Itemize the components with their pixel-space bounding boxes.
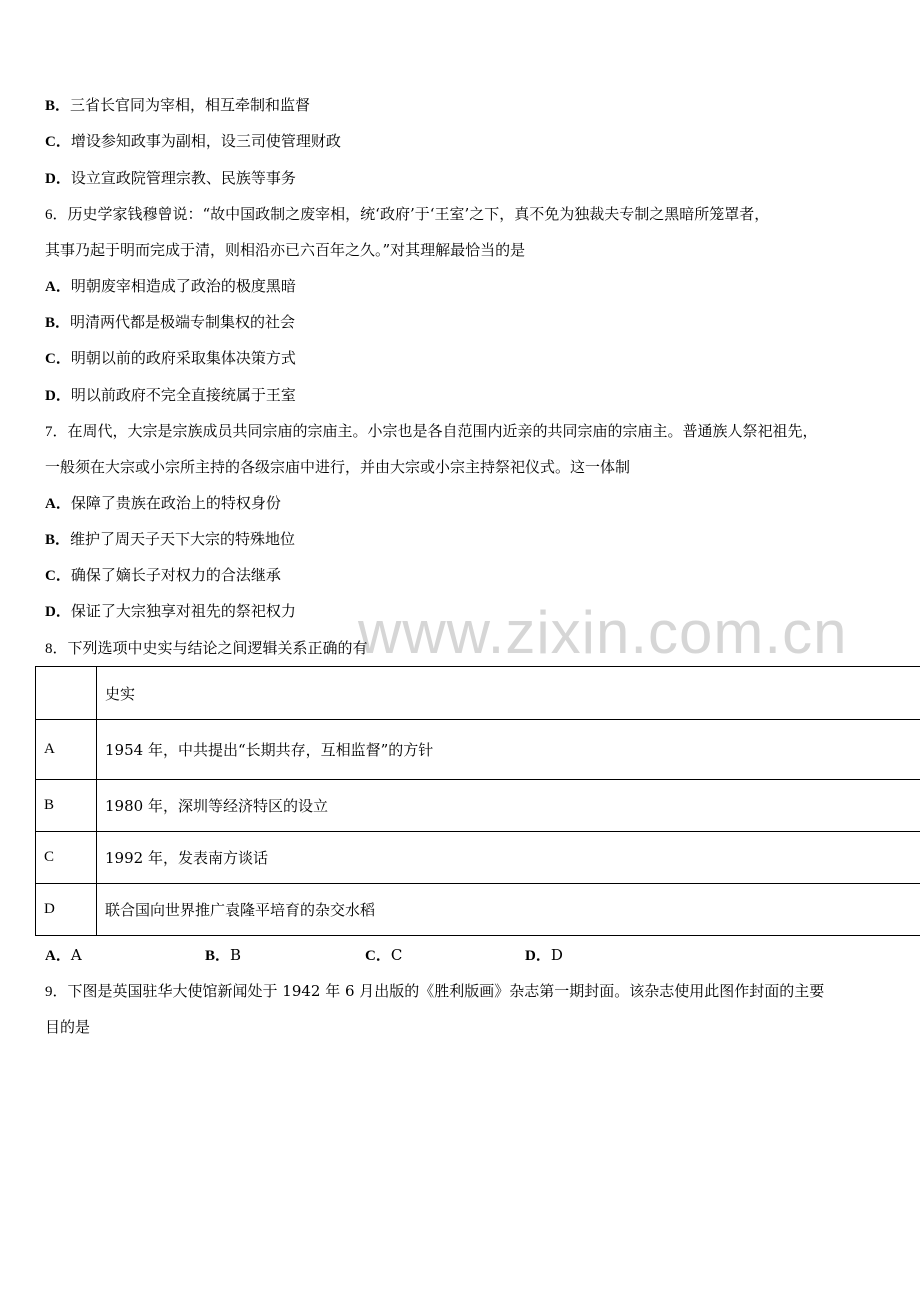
table-cell-fact: 联合国向世界推广袁隆平培育的杂交水稻: [97, 884, 920, 936]
option-letter: D．: [45, 388, 71, 404]
table-cell-label: B: [36, 780, 97, 832]
q6-stem-line2: 其事乃起于明而完成于清，则相沿亦已六百年之久。”对其理解最恰当的是: [45, 241, 526, 259]
q9-stem-line1: [45, 981, 824, 1002]
q7-option-c: [45, 565, 281, 586]
q5-option-b: [45, 95, 310, 116]
option-letter: A．: [45, 279, 71, 295]
q5-option-c: [45, 131, 341, 152]
table-cell-label: D: [36, 884, 97, 936]
question-number: 9．: [45, 984, 68, 1000]
option-letter: B．: [205, 948, 231, 964]
q8-answer-b: [205, 945, 241, 966]
q7-stem-line2: 一般须在大宗或小宗所主持的各级宗庙中进行，并由大宗或小宗主持祭祀仪式。这一体制: [45, 458, 631, 476]
table-header-cell: [36, 667, 97, 720]
option-text: 明朝废宰相造成了政治的极度黑暗: [70, 277, 296, 295]
option-letter: A．: [45, 948, 71, 964]
option-text: A: [70, 946, 82, 964]
table-row: [36, 832, 920, 884]
q8-stem: [45, 638, 368, 659]
option-letter: D．: [45, 604, 71, 620]
q6-option-b: [45, 312, 295, 333]
q6-option-d: [45, 385, 296, 406]
q6-option-c: [45, 348, 296, 369]
option-text: B: [230, 946, 242, 964]
table-cell-label: C: [36, 832, 97, 884]
option-text: 明以前政府不完全直接统属于王室: [70, 386, 296, 404]
option-letter: B．: [45, 98, 71, 114]
option-text: 增设参知政事为副相，设三司使管理财政: [70, 132, 341, 150]
option-text: 维护了周天子天下大宗的特殊地位: [70, 530, 296, 548]
option-text: C: [390, 946, 403, 964]
option-letter: D．: [45, 171, 71, 187]
q8-answer-a: [45, 945, 82, 966]
option-text: 设立宣政院管理宗教、民族等事务: [70, 169, 296, 187]
table-cell-label: A: [36, 720, 97, 780]
question-text: 下列选项中史实与结论之间逻辑关系正确的有: [67, 639, 368, 657]
watermark: www.zixin.com.cn: [358, 599, 848, 666]
q7-option-b: [45, 529, 295, 550]
option-letter: B．: [45, 532, 71, 548]
table-row: [36, 720, 920, 780]
question-text: 在周代，大宗是宗族成员共同宗庙的宗庙主。小宗也是各自范围内近亲的共同宗庙的宗庙主。普通族人祭祀祖先，: [67, 422, 818, 440]
question-number: 6．: [45, 207, 68, 223]
q5-option-d: [45, 168, 296, 189]
q7-option-a: [45, 493, 281, 514]
option-letter: C．: [365, 948, 391, 964]
question-text: 历史学家钱穆曾说：“故中国政制之废宰相，统‘政府’于‘王室’之下，真不免为独裁夫专制之黑暗所笼罩者，: [67, 205, 770, 223]
question-number: 8．: [45, 641, 68, 657]
option-text: 明朝以前的政府采取集体决策方式: [70, 349, 296, 367]
q7-option-d: [45, 601, 296, 622]
q7-stem-line1: [45, 421, 818, 442]
q8-answer-c: [365, 945, 402, 966]
table-cell-fact: 1954 年，中共提出“长期共存，互相监督”的方针: [97, 720, 920, 780]
option-letter: B．: [45, 315, 71, 331]
option-text: D: [550, 946, 563, 964]
question-number: 7．: [45, 424, 68, 440]
option-text: 确保了嫡长子对权力的合法继承: [70, 566, 281, 584]
table-row: [36, 780, 920, 832]
table-header-row: [36, 667, 920, 720]
q6-option-a: [45, 276, 296, 297]
q9-stem-line2: 目的是: [45, 1018, 91, 1036]
option-letter: C．: [45, 568, 71, 584]
option-text: 三省长官同为宰相，相互牵制和监督: [70, 96, 311, 114]
option-text: 明清两代都是极端专制集权的社会: [70, 313, 296, 331]
table-header-cell: 史实: [97, 667, 920, 720]
facts-table: [35, 666, 920, 936]
option-letter: A．: [45, 496, 71, 512]
q8-answer-d: [525, 945, 563, 966]
option-text: 保障了贵族在政治上的特权身份: [70, 494, 281, 512]
option-letter: C．: [45, 134, 71, 150]
q6-stem-line1: [45, 204, 769, 225]
option-letter: C．: [45, 351, 71, 367]
table-row: [36, 884, 920, 936]
option-text: 保证了大宗独享对祖先的祭祀权力: [70, 602, 296, 620]
option-letter: D．: [525, 948, 551, 964]
question-text: 下图是英国驻华大使馆新闻处于 1942 年 6 月出版的《胜利版画》杂志第一期封面。该杂志使用此图作封面的主要: [67, 982, 825, 1000]
table-cell-fact: 1992 年，发表南方谈话: [97, 832, 920, 884]
table-cell-fact: 1980 年，深圳等经济特区的设立: [97, 780, 920, 832]
